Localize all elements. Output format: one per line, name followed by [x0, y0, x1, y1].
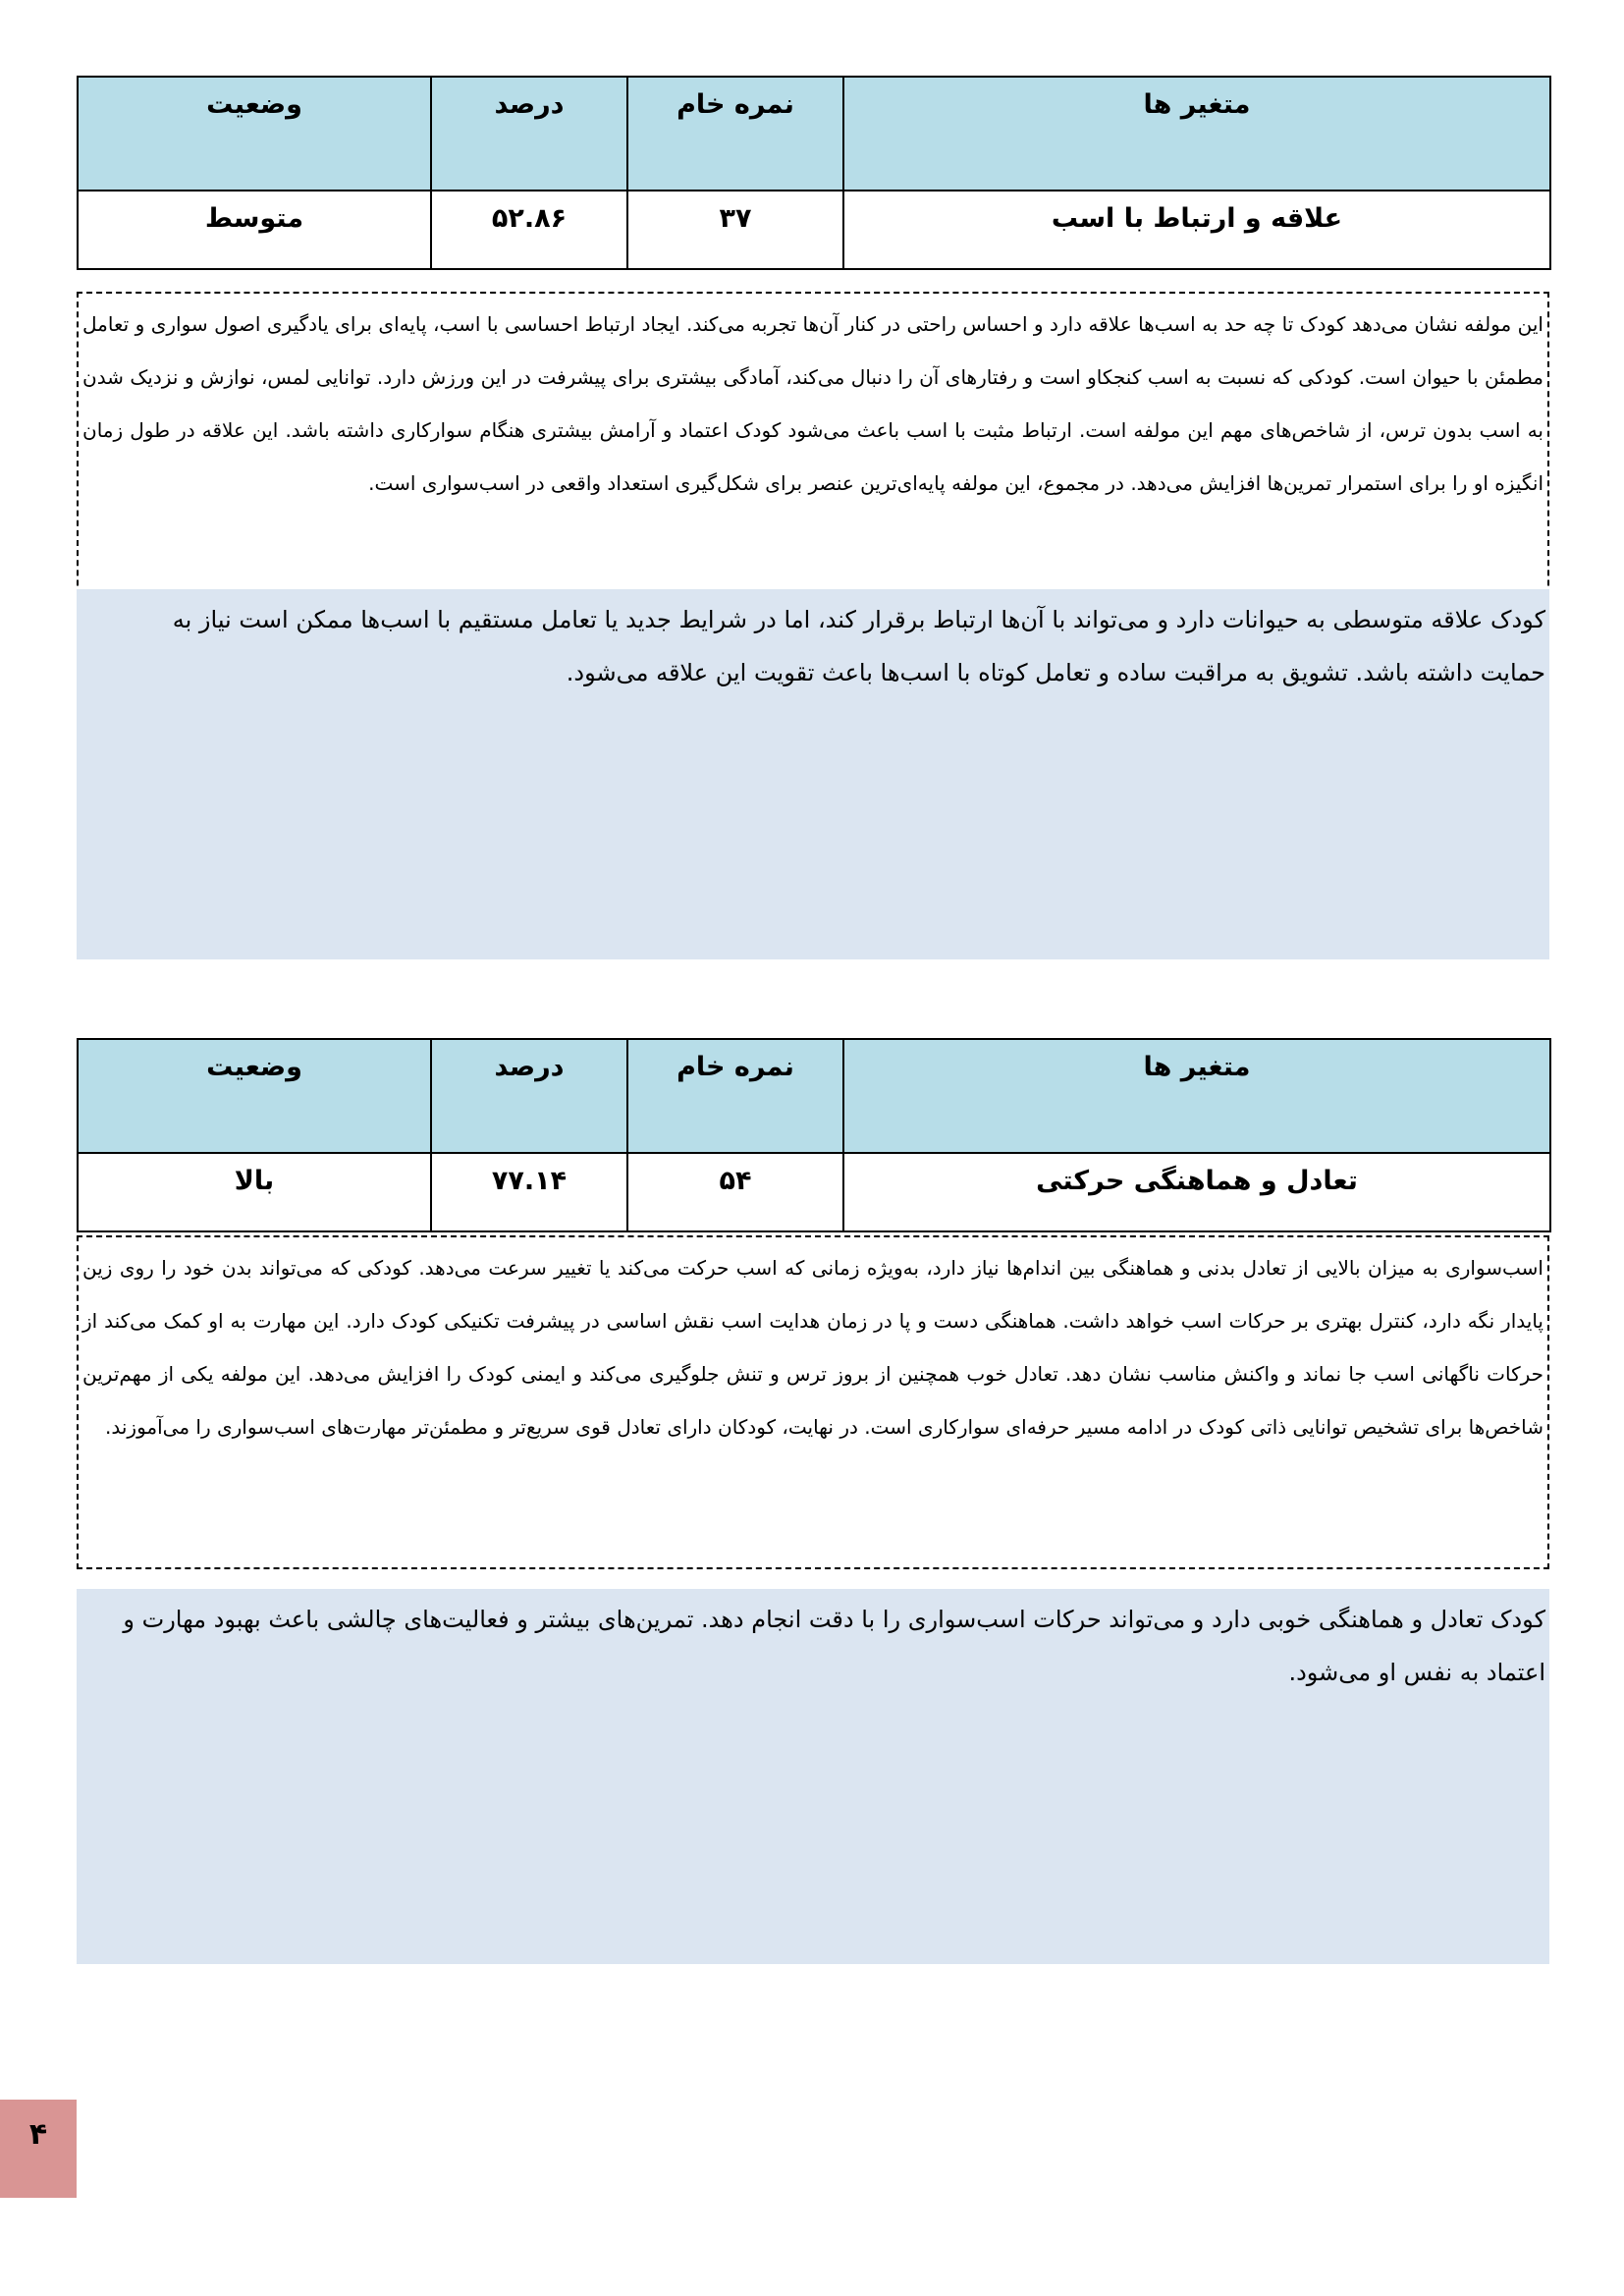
page-number: ۴ — [0, 2100, 77, 2198]
header-variable: متغیر ها — [843, 77, 1550, 191]
description-box: اسب‌سواری به میزان بالایی از تعادل بدنی و هماهنگی بین اندام‌ها نیاز دارد، به‌ویژه زمانی که اسب حرکت می‌کند یا تغییر سرعت می‌دهد. کودکی که می‌تواند بدن خود را روی زین پایدار نگه دارد، کنترل بهتری بر حرکات اسب خواهد داشت. هماهنگی دست و پا در زمان هدایت اسب نقش اساسی در پیشرفت تکنیکی کودک دارد. این مهارت به او کمک می‌کند از حرکات ناگهانی اسب جا نماند و واکنش مناسب نشان دهد. تعادل خوب همچنین از بروز ترس و تنش جلوگیری می‌کند و ایمنی کودک را افزایش می‌دهد. این مولفه یکی از مهم‌ترین شاخص‌ها برای تشخیص توانایی ذاتی کودک در ادامه مسیر حرفه‌ای سوارکاری است. در نهایت، کودکان دارای تعادل قوی سریع‌تر و مطمئن‌تر مهارت‌های اسب‌سواری را می‌آموزند. — [77, 1235, 1549, 1569]
description-box: این مولفه نشان می‌دهد کودک تا چه حد به اسب‌ها علاقه دارد و احساس راحتی در کنار آن‌ها تجربه می‌کند. ایجاد ارتباط احساسی با اسب، پایه‌ای برای یادگیری اصول سواری و تعامل مطمئن با حیوان است. کودکی که نسبت به اسب کنجکاو است و رفتارهای آن را دنبال می‌کند، آمادگی بیشتری برای پیشرفت در این ورزش دارد. توانایی لمس، نوازش و نزدیک شدن به اسب بدون ترس، از شاخص‌های مهم این مولفه است. ارتباط مثبت با اسب باعث می‌شود کودک اعتماد و آرامش بیشتری هنگام سوارکاری داشته باشد. این علاقه در طول زمان انگیزه او را برای استمرار تمرین‌ها افزایش می‌دهد. در مجموع، این مولفه پایه‌ای‌ترین عنصر برای شکل‌گیری استعداد واقعی در اسب‌سواری است. — [77, 292, 1549, 626]
cell-variable: علاقه و ارتباط با اسب — [843, 191, 1550, 269]
summary-box: کودک علاقه متوسطی به حیوانات دارد و می‌تواند با آن‌ها ارتباط برقرار کند، اما در شرایط جدید یا تعامل مستقیم با اسب‌ها ممکن است نیاز به حمایت داشته باشد. تشویق به مراقبت ساده و تعامل کوتاه با اسب‌ها باعث تقویت این علاقه می‌شود. — [77, 589, 1549, 959]
header-variable: متغیر ها — [843, 1039, 1550, 1153]
header-percent: درصد — [431, 77, 627, 191]
table-header-row — [78, 1039, 1550, 1153]
summary-box: کودک تعادل و هماهنگی خوبی دارد و می‌تواند حرکات اسب‌سواری را با دقت انجام دهد. تمرین‌های بیشتر و فعالیت‌های چالشی باعث بهبود مهارت و اعتماد به نفس او می‌شود. — [77, 1589, 1549, 1964]
header-raw-score: نمره خام — [627, 1039, 843, 1153]
score-table-balance-coordination — [77, 1038, 1551, 1232]
table-header-row — [78, 77, 1550, 191]
cell-raw-score: ۵۴ — [627, 1153, 843, 1231]
table-row — [78, 1153, 1550, 1231]
cell-variable: تعادل و هماهنگی حرکتی — [843, 1153, 1550, 1231]
header-raw-score: نمره خام — [627, 77, 843, 191]
cell-percent: ۵۲.۸۶ — [431, 191, 627, 269]
cell-percent: ۷۷.۱۴ — [431, 1153, 627, 1231]
score-table-horse-affinity — [77, 76, 1551, 270]
header-percent: درصد — [431, 1039, 627, 1153]
header-status: وضعیت — [78, 1039, 431, 1153]
cell-raw-score: ۳۷ — [627, 191, 843, 269]
cell-status: متوسط — [78, 191, 431, 269]
table-row — [78, 191, 1550, 269]
header-status: وضعیت — [78, 77, 431, 191]
cell-status: بالا — [78, 1153, 431, 1231]
